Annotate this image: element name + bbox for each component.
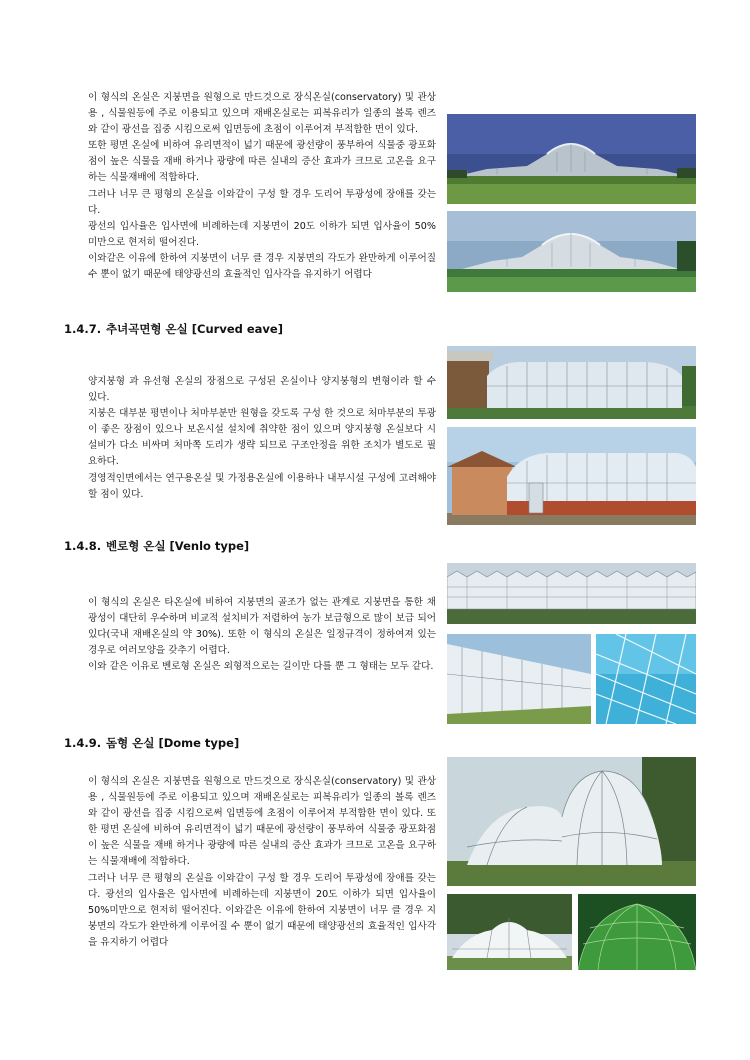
curved-eave-brick-greenhouse-photo bbox=[447, 427, 696, 525]
dome-conservatory-photo bbox=[447, 757, 696, 886]
venlo-greenhouse-side-photo bbox=[447, 634, 591, 724]
curved-eave-greenhouse-photo bbox=[447, 346, 696, 419]
dome-greenhouse-small-photo bbox=[447, 894, 572, 970]
section-paragraph: 이 형식의 온실은 지붕면을 원형으로 만드것으로 장식온실(conservatory) 및 관상용 , 식물원등에 주로 이용되고 있으며 재배온실로는 피복유리가 일종의 볼록 렌즈와 같이 광선을 집중 시킴으로써 입면등에 초점이 이루어져 부적합한 면이 있다. 또한 평면 온실에 비하여 유리면적이 넓기 때문에 광선량이 풍부하여 식물중 광포화점이 높은 식물을 재배 하거나 광량에 따른 실내의 증산 효과가 크므로 고온을 요구하는 식물재배에 적합하다. bbox=[88, 776, 436, 868]
intro-text bbox=[88, 90, 436, 283]
section-heading-curved-eave bbox=[64, 321, 283, 337]
dome-green-interior-photo bbox=[578, 894, 696, 970]
palm-house-greenhouse-photo bbox=[447, 114, 696, 204]
section-number: 1.4.7. bbox=[64, 322, 102, 336]
section-number: 1.4.8. bbox=[64, 539, 102, 553]
section-title: 추녀곡면형 온실 [Curved eave] bbox=[106, 322, 283, 336]
section-heading-venlo bbox=[64, 538, 249, 554]
intro-paragraph: 광선의 입사율은 입사면에 비례하는데 지붕면이 20도 이하가 되면 입사율이 50%미만으로 현저히 떨어진다. bbox=[88, 220, 436, 248]
intro-paragraph: 이와같은 이유에 한하여 지붕면이 너무 클 경우 지붕면의 각도가 완만하게 이루어질 수 뿐이 없기 때문에 태양광선의 효율적인 입사각을 유지하기 어렵다 bbox=[88, 252, 436, 281]
venlo-text bbox=[88, 595, 436, 675]
curved-eave-text bbox=[88, 374, 436, 503]
intro-paragraph: 그러나 너무 큰 평형의 온실을 이와같이 구성 할 경우 도리어 투광성에 장애를 갖는다. bbox=[88, 188, 436, 216]
section-paragraph: 경영적인면에서는 연구용온실 및 가정용온실에 이용하나 내부시설 구성에 고려해야 할 점이 있다. bbox=[88, 472, 436, 500]
section-paragraph: 지붕은 대부분 평면이나 처마부분만 원형을 갖도록 구성 한 것으로 처마부분의 투광이 좋은 장점이 있으나 보온시설 설치에 취약한 점이 있으며 양지붕형 온실보다 시설비가 다소 비싸며 처마쪽 도리가 생략 되므로 구조안정을 위한 조치가 별도로 필요하다. bbox=[88, 408, 436, 468]
dome-text bbox=[88, 774, 436, 951]
venlo-roof-closeup-photo bbox=[596, 634, 696, 724]
intro-paragraph: 이 형식의 온실은 지붕면을 원형으로 만드것으로 장식온실(conservatory) 및 관상용 , 식물원등에 주로 이용되고 있으며 재배온실로는 피복유리가 일종의 볼록 렌즈와 같이 광선을 집중 시킴으로써 입면등에 초점이 이루어져 부적합한 면이 있다. bbox=[88, 92, 436, 136]
section-title: 돔형 온실 [Dome type] bbox=[106, 736, 240, 750]
section-paragraph: 양지붕형 과 유선형 온실의 장점으로 구성된 온실이나 양지붕형의 변형이라 할 수 있다. bbox=[88, 376, 436, 404]
section-heading-dome bbox=[64, 735, 239, 751]
venlo-greenhouse-row-photo bbox=[447, 563, 696, 624]
section-paragraph: 그러나 너무 큰 평형의 온실을 이와같이 구성 할 경우 도리어 투광성에 장애를 갖는다. 광선의 입사율은 입사면에 비례하는데 지붕면이 20도 이하가 되면 입사율이 50%미만으로 현저히 떨어진다. 이와같은 이유에 한하여 지붕면이 너무 클 경우 지붕면의 각도가 완만하게 이루어질 수 뿐이 없기 때문에 태양광선의 효율적인 입사각을 유지하기 어렵다 bbox=[88, 872, 436, 948]
section-paragraph: 이와 같은 이유로 벤로형 온실은 외형적으로는 길이만 다를 뿐 그 형태는 모두 같다. bbox=[88, 661, 434, 673]
section-number: 1.4.9. bbox=[64, 736, 102, 750]
intro-paragraph: 또한 평면 온실에 비하여 유리면적이 넓기 때문에 광선량이 풍부하여 식물중 광포화점이 높은 식물을 재배 하거나 광량에 따른 실내의 증산 효과가 크므로 고온을 요구하는 식물재배에 적합하다. bbox=[88, 140, 436, 184]
palm-house-lawn-photo bbox=[447, 211, 696, 292]
section-title: 벤로형 온실 [Venlo type] bbox=[106, 539, 250, 553]
section-paragraph: 이 형식의 온실은 타온실에 비하여 지붕면의 골조가 없는 관계로 지붕면을 통한 채광성이 대단히 우수하며 비교적 설치비가 저렴하여 농가 보급형으로 많이 보급 되어있다(국내 재배온실의 약 30%). 또한 이 형식의 온실은 일정규격이 정하여져 있는 경우로 여러모양을 갖추기 어렵다. bbox=[88, 597, 436, 657]
